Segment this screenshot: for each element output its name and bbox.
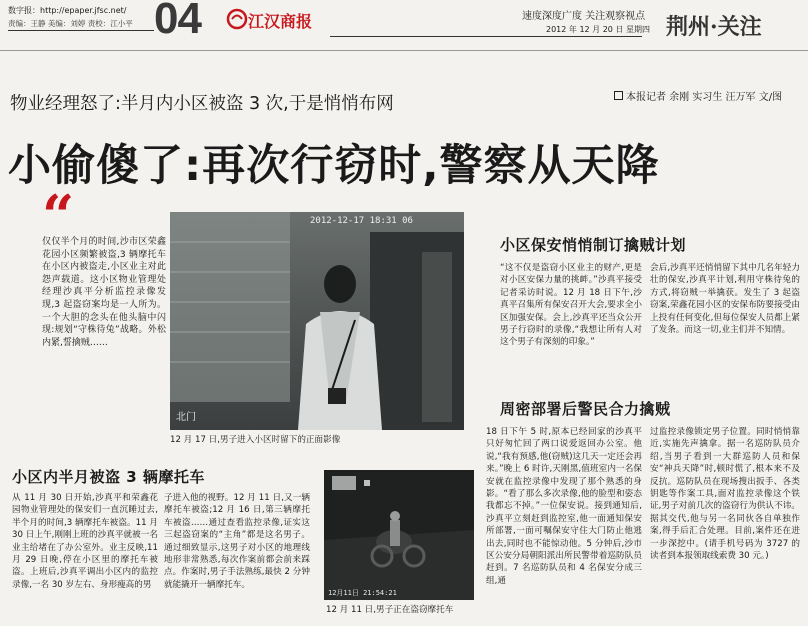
staff-line: 责编：王静 美编：刘婷 责校：江小平 (8, 19, 133, 28)
section3-title: 周密部署后警民合力擒贼 (500, 400, 671, 418)
paper-name: 江汉商报 (248, 12, 313, 31)
cctv-timestamp: 2012-12-17 18:31 06 (310, 216, 413, 226)
article-kicker: 物业经理怒了:半月内小区被盗 3 次,于是悄悄布网 (10, 94, 394, 114)
byline-box-icon (614, 91, 623, 100)
section1-text-a: 从 11 月 30 日开始,沙真平和荣鑫花园物业管理处的保安们一直沉睡过去,半个月的时间,3 辆摩托车被盗。11 月 30 日上午,刚刚上班的沙真平就被一名业主给堵在了办公室外。业主反映,11 月 29 日晚,停在小区里的摩托车被盗。上班后,沙真平调出小区内的监控录像,一名 30 岁左右、身形瘦高的男 (12, 493, 158, 590)
cctv-photo-theft (324, 470, 474, 600)
cctv-photo-front (170, 212, 464, 430)
slogan: 速度深度广度 关注观察视点 (522, 11, 646, 22)
lead-text: 仅仅半个月的时间,沙市区荣鑫花园小区频繁被盗,3 辆摩托车在小区内被盗走,小区业主对此怨声载道。这小区物业管理处经理沙真平分析监控录像发现,3 起盗窃案均是一人所为。一个大胆的念头在他头脑中闪现:规划“守株待兔”战略。外松内紧,誓擒贼…… (42, 237, 166, 348)
cctv-photo-theft-image (324, 470, 474, 600)
section3-text-b: 过监控录像锁定男子位置。同时悄悄靠近,实施先声擒拿。据一名巡防队员介绍,当男子看到一大群巡防人员和保安“神兵天降”时,顿时慌了,根本来不及反抗。巡防队员在现场搜出扳手、各类钥匙等作案工具,面对监控录像这个铁证,男子对前几次的盗窃行为供认不讳。据其交代,他与另一名同伙各自单独作案,得手后汇合处理。目前,案件还在进一步深挖中。(请手机号码为 3727 的读者到本报领取线索费 30 元。) (650, 427, 800, 562)
photo1-caption: 12 月 17 日,男子进入小区时留下的正面影像 (170, 435, 341, 445)
headline: 小偷傻了:再次行窃时,警察从天降 (8, 141, 660, 191)
byline-text: 本报记者 余刚 实习生 汪万军 文/图 (626, 92, 783, 103)
header-rule-left (8, 30, 154, 31)
section2-text-b: 会后,沙真平还悄悄留下其中几名年轻力壮的保安,沙真平计划,利用守株待兔的方式,将窃贼一举擒获。发生了 3 起盗窃案,荣鑫花园小区的安保布防要接受由上投有任何变化,但每位保安人员都上紧了发条。而这一切,业主们并不知情。 (650, 263, 800, 336)
page-number: 04 (154, 0, 201, 43)
byline (614, 88, 782, 103)
section1-text-b: 子进入他的视野。12 月 11 日,又一辆摩托车被盗;12 月 16 日,第三辆摩托车被盗……通过查看监控录像,证实这三起盗窃案的“主角”都是这名男子。通过细致显示,这男子对小区的地理线地形非常熟悉,每次作案前都会前来踩点。作案时,男子手法熟练,最快 2 分钟就能撬开一辆摩托车。 (164, 493, 310, 590)
header-rule-right (330, 36, 642, 37)
cctv-gate-label: 北门 (176, 412, 196, 423)
cctv-photo-front-image (170, 212, 464, 430)
photo2-caption: 12 月 11 日,男子正在盗窃摩托车 (326, 605, 454, 615)
header-rule-bottom (0, 50, 808, 51)
section2-text-a: “这不仅是盗窃小区业主的财产,更是对小区安保力量的挑衅。”沙真平接受记者采访时说。12 月 18 日下午,沙真平召集所有保安召开大会,要求全小区加强安保。会上,沙真平还当众公开男子行窃时的录像,“我想让所有人对这个男子有深刻的印象。” (500, 263, 642, 348)
theft-timestamp: 12月11日 21:54:21 (328, 589, 397, 597)
date-line: 2012 年 12 月 20 日 星期四 (546, 25, 650, 34)
quote-mark-icon: “ (42, 183, 75, 249)
section3-text-a: 18 日下午 5 时,原本已经回家的沙真平只好匆忙回了两口说爱返回办公室。他说,“我有预感,他(窃贼)这几天一定还会再来。”晚上 6 时许,天刚黑,值班室内一名保安就在监控录像中发现了那个熟悉的身影。“看了那么多次录像,他的脸型和姿态我都忘不掉。”一位保安说。接到通知后,沙真平立刻赶到监控室,他一面通知保安所部署,一面可嘱保安守住大门防止他逃出去,同时也不能惊动他。5 分钟后,沙市区公安分局朝阳派出所民警带着巡防队员赶到。7 名巡防队员和 4 名保安分成三组,通 (486, 427, 642, 586)
section-name: 荆州·关注 (666, 14, 762, 40)
paper-logo (226, 8, 326, 30)
paper-logo-icon (226, 8, 248, 30)
site-url[interactable]: 数字报：http://epaper.jfsc.net/ (8, 6, 127, 15)
section2-title: 小区保安悄悄制订擒贼计划 (500, 236, 687, 254)
section1-title: 小区内半月被盗 3 辆摩托车 (12, 468, 205, 486)
